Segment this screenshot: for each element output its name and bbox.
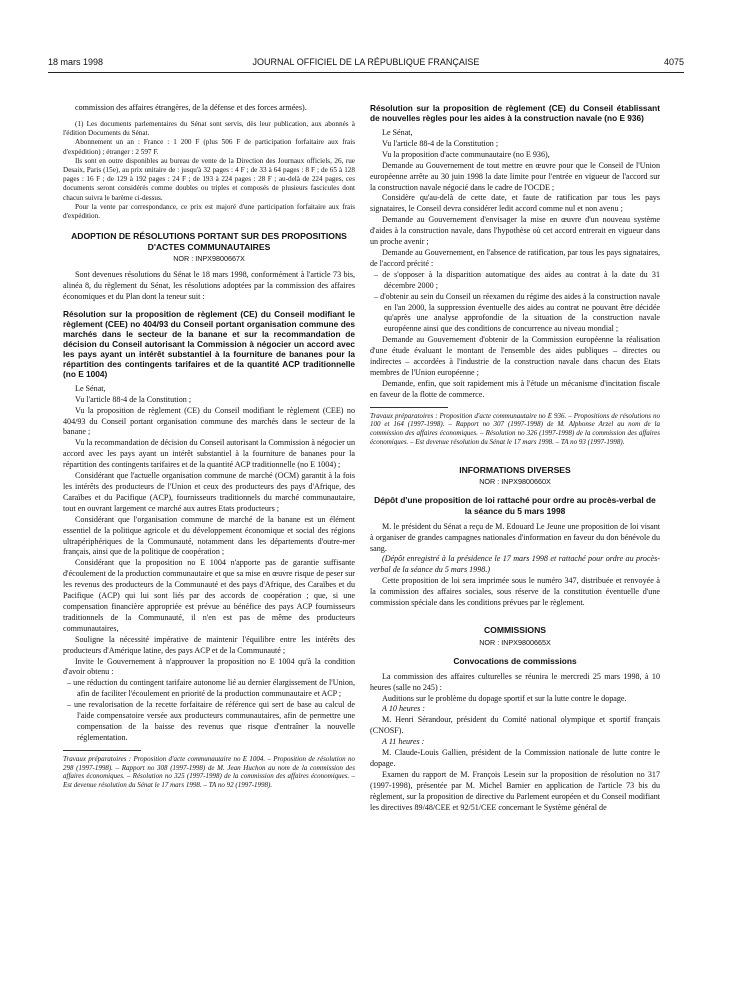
paragraph: Vu la proposition de règlement (CE) du Conseil modifiant le règlement (CEE) no 404/93 du Conseil portant organisation commune des marchés dans le secteur de la banane ; — [63, 405, 355, 437]
footnote: Abonnement un an : France : 1 200 F (plus 506 F de participation forfaitaire aux frais d'expédition) ; étranger : 2 597 F. — [63, 138, 355, 156]
paragraph: Auditions sur le problème du dopage sportif et sur la lutte contre le dopage. — [382, 693, 627, 703]
travaux-preparatoires: Travaux préparatoires : Proposition d'acte communautaire no E 1004. – Proposition de résolution no 298 (1997-1998). – Rapport no 308 (1997-1998) de M. Jean Huchon au nom de la commission des affaires économiques. – Résolution no 325 (1997-1998) de la commission des affaires économiques. – Est devenue résolution du Sénat le 17 mars 1998. – TA no 92 (1997-1998). — [63, 754, 355, 790]
paragraph: Vu la proposition d'acte communautaire (no E 936), — [382, 149, 550, 159]
paragraph: Considérant que la proposition no E 1004 n'apporte pas de garantie suffisante d'écoulement de la production communautaire et que sa mise en œuvre risque de peser sur les revenus des producteurs de la Communauté et des pays d'Afrique, des Caraïbes et du Pacifique (ACP) qui lui sont liés par des accords de coopération ; que, si une compensation financière appropriée est prévue au bénéfice des pays ACP fournisseurs traditionnels de la Communauté, il n'en est pas de même des producteurs communautaires, — [63, 558, 355, 633]
paragraph: Vu la recommandation de décision du Conseil autorisant la Commission à négocier un accord avec les pays ayant un intérêt substantiel à la fourniture de bananes pour la répartition des contingents tarifaires et de la quantité ACP traditionnelle (no E 1004) ; — [63, 438, 355, 470]
paragraph: Cette proposition de loi sera imprimée sous le numéro 347, distribuée et renvoyée à la commission des affaires sociales, sous réserve de la constitution éventuelle d'une commission spéciale dans les conditions prévues par le règlement. — [370, 576, 660, 608]
paragraph: Invite le Gouvernement à n'approuver la proposition no E 1004 qu'à la condition d'avoir obtenu : — [63, 656, 355, 677]
paragraph: (Dépôt enregistré à la présidence le 17 mars 1998 et rattaché pour ordre au procès-verbal de la séance du 5 mars 1998.) — [370, 554, 660, 575]
section-title: ADOPTION DE RÉSOLUTIONS PORTANT SUR DES PROPOSITIONS D'ACTES COMMUNAUTAIRES — [71, 231, 347, 252]
list-item: – d'obtenir au sein du Conseil un réexamen du régime des aides à la construction navale en l'an 2000, la suppression éventuelle des aides au contrat ne pouvant être décidée qu'après une analyse approfondie de la situation de la construction navale européenne ainsi que des conditions de concurrence au niveau mondial ; — [374, 291, 660, 334]
commissions-nor: NOR : INPX9800665X — [479, 637, 551, 647]
separator — [63, 750, 141, 751]
paragraph: Demande au Gouvernement de tout mettre en œuvre pour que le Conseil de l'Union européenne arrête au 30 juin 1998 la date limite pour l'entrée en vigueur de l'accord sur la construction navale négocié dans le cadre de l'OCDE ; — [370, 160, 660, 192]
paragraph: M. le président du Sénat a reçu de M. Edouard Le Jeune une proposition de loi visant à organiser de grandes campagnes nationales d'information en faveur du don bénévole du sang. — [370, 521, 660, 553]
paragraph: Le Sénat, — [75, 383, 106, 393]
footnote: Pour la vente par correspondance, ce prix est majoré d'une participation forfaitaire aux frais d'expédition. — [63, 202, 355, 220]
intro-text: commission des affaires étrangères, de la défense et des forces armées). — [75, 103, 307, 112]
convocations-title: Convocations de commissions — [453, 655, 577, 666]
footnote: (1) Les documents parlementaires du Sénat sont servis, dès leur publication, aux abonnés à l'édition Documents du Sénat. — [63, 119, 355, 138]
paragraph: Souligne la nécessité impérative de maintenir l'équilibre entre les intérêts des producteurs d'Amérique latine, des pays ACP et de la Communauté ; — [63, 634, 355, 655]
list-item: – de s'opposer à la disparition automatique des aides au contrat à la date du 31 décembre 2000 ; — [374, 269, 660, 290]
paragraph: Demande au Gouvernement, en l'absence de ratification, par tous les pays signataires, de l'accord précité : — [370, 247, 660, 268]
right-column — [370, 103, 660, 939]
page-number: 4075 — [663, 57, 684, 67]
header-date: 18 mars 1998 — [48, 57, 104, 67]
travaux-preparatoires: Travaux préparatoires : Proposition d'acte communautaire no E 936. – Propositions de résolutions no 100 et 164 (1997-1998). – Rapport no 307 (1997-1998) de M. Alphonse Arzel au nom de la commission des affaires économiques. – Résolution no 326 (1997-1998) de la commission des affaires économiques. – Est devenue résolution du Sénat le 17 mars 1998. – TA no 93 (1997-1998). — [370, 411, 660, 447]
footnote: Ils sont en outre disponibles au bureau de vente de la Direction des Journaux officiels, 26, rue Desaix, Paris (15e), au prix unitaire de : jusqu'à 32 pages : 4 F ; de 33 à 64 pages : 8 F ; de 65 à 128 pages : 16 F ; de 129 à 192 pages : 24 F ; de 193 à 224 pages : 28 F ; au-delà de 224 pages, ces documents seront considérés comme doubles ou triples et composés de plusieurs fascicules dont chacun suivra le barème ci-dessus. — [63, 156, 355, 202]
paragraph: M. Henri Sérandour, président du Comité national olympique et sportif français (CNOSF). — [370, 715, 660, 736]
paragraph: Examen du rapport de M. François Lesein sur la proposition de résolution no 317 (1997-1998), présentée par M. Michel Barnier en application de l'article 73 bis du règlement, sur la proposition de directive du Parlement européen et du Conseil modifiant les directives 89/48/CEE et 92/51/CEE concernant le Système général de — [370, 769, 660, 812]
paragraph: La commission des affaires culturelles se réunira le mercredi 25 mars 1998, à 10 heures (salle no 245) : — [370, 671, 660, 692]
info-section-title: INFORMATIONS DIVERSES — [459, 464, 571, 475]
paragraph: A 10 heures : — [382, 704, 425, 714]
paragraph: Demande au Gouvernement d'envisager la mise en œuvre d'un nouveau système d'aides à la construction navale, dans l'hypothèse où cet accord entrerait en vigueur dans un proche avenir ; — [370, 215, 660, 247]
paragraph: M. Claude-Louis Gallien, président de la Commission nationale de lutte contre le dopage. — [370, 748, 660, 768]
separator — [370, 407, 448, 408]
paragraph: A 11 heures : — [382, 737, 425, 747]
resolution-title: Résolution sur la proposition de règlement (CE) du Conseil établissant de nouvelles règles pour les aides à la construction navale (no E 936) — [370, 103, 660, 123]
paragraph: Demande, enfin, que soit rapidement mis à l'étude un mécanisme d'incitation fiscale en faveur de la flotte de commerce. — [370, 378, 660, 399]
paragraph: Vu l'article 88-4 de la Constitution ; — [382, 138, 499, 148]
list-item: – une revalorisation de la recette forfaitaire de référence qui sert de base au calcul de l'aide compensatoire versée aux producteurs communautaires, afin de permettre une compensation de la baisse des revenus que risque d'entraîner la nouvelle réglementation. — [67, 700, 355, 742]
paragraph: Considérant que l'organisation commune de marché de la banane est un élément essentiel de la politique agricole et du développement économique et social des régions ultrapériphériques de la Communauté, notamment dans les départements d'outre-mer français, ainsi que de la politique de coopération ; — [63, 514, 355, 557]
paragraph: Le Sénat, — [382, 128, 413, 137]
list-item: – une réduction du contingent tarifaire autonome lié au dernier élargissement de l'Union, afin de faciliter l'écoulement en priorité de la production communautaire et ACP ; — [67, 678, 355, 699]
header-rule — [48, 72, 684, 73]
info-nor: NOR : INPX9800660X — [479, 477, 551, 487]
resolution-title: Résolution sur la proposition de règlement (CE) du Conseil modifiant le règlement (CEE) no 404/93 du Conseil portant organisation commune des marchés dans le secteur de la banane et sur la recommandation de décision du Conseil autorisant la Commission à négocier un accord avec les pays ayant un intérêt substantiel à la fourniture de bananes pour la répartition des contingents tarifaires et de la quantité ACP traditionnelle (no E 1004) — [63, 308, 355, 379]
paragraph: Demande au Gouvernement d'obtenir de la Commission européenne la réalisation d'une étude évaluant le montant de l'ensemble des aides publiques – directes ou indirectes – accordées à l'industrie de la construction navale dans chacun des Etats membres de l'Union européenne ; — [370, 335, 660, 377]
depot-title: Dépôt d'une proposition de loi rattaché pour ordre au procès-verbal de la séance du 5 mars 1998 — [374, 495, 656, 516]
section-intro: Sont devenues résolutions du Sénat le 18 mars 1998, conformément à l'article 73 bis, alinéa 8, du règlement du Sénat, les résolutions adoptées par la commission des affaires économiques et du Plan dont la teneur suit : — [63, 270, 355, 301]
left-column — [63, 103, 355, 939]
commissions-title: COMMISSIONS — [483, 625, 547, 635]
paragraph: Considérant que l'actuelle organisation commune de marché (OCM) garantit à la fois les intérêts des producteurs de l'Union et ceux des producteurs des pays d'Afrique, des Caraïbes et du Pacifique (ACP), fournisseurs traditionnels du marché communautaire, tout en ouvrant largement ce marché aux autres Etats producteurs ; — [63, 471, 355, 513]
section-nor: NOR : INPX9800667X — [173, 254, 245, 264]
paragraph: Considère qu'au-delà de cette date, et faute de ratification par tous les pays signataires, le Conseil devra considérer ledit accord comme nul et non avenu ; — [370, 193, 660, 214]
paragraph: Vu l'article 88-4 de la Constitution ; — [75, 394, 192, 404]
footnotes — [63, 120, 355, 221]
journal-title: JOURNAL OFFICIEL DE LA RÉPUBLIQUE FRANÇAISE — [252, 57, 480, 67]
page-header — [48, 57, 684, 71]
